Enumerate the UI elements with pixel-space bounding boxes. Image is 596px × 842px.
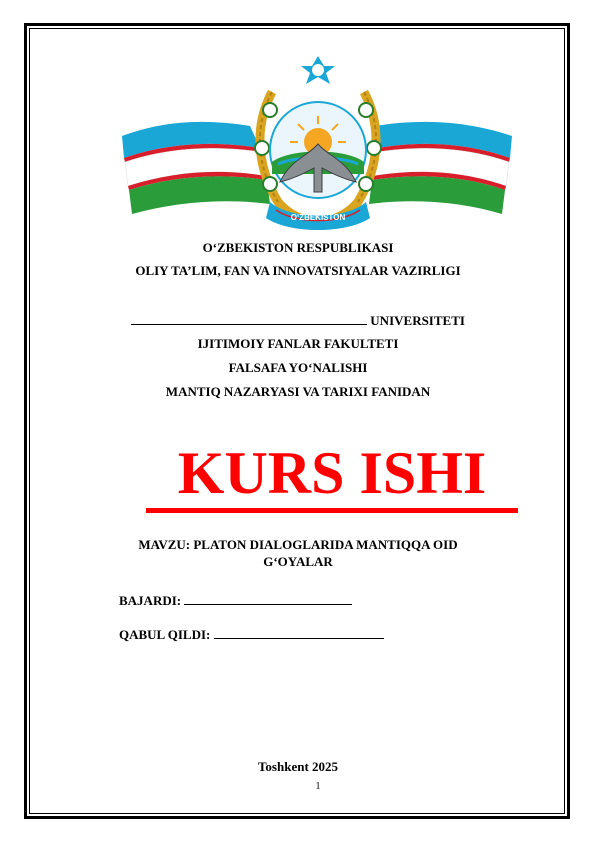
uzbekistan-coat-of-arms-icon <box>120 52 515 232</box>
ministry-heading: OLIY TA’LIM, FAN VA INNOVATSIYALAR VAZIRLIGI <box>135 263 461 278</box>
topic-line-1: MAVZU: PLATON DIALOGLARIDA MANTIQQA OID <box>138 537 458 552</box>
page-number: 1 <box>315 781 321 792</box>
faculty-heading: IJITIMOIY FANLAR FAKULTETI <box>197 336 399 351</box>
university-line <box>0 312 596 329</box>
title-underline <box>146 508 518 513</box>
accepted-by-blank[interactable] <box>214 626 384 639</box>
country-heading: O‘ZBEKISTON RESPUBLIKASI <box>202 240 394 255</box>
performed-by-label: BAJARDI: <box>119 593 182 608</box>
performed-by-field <box>119 592 352 609</box>
topic-line-2: G‘OYALAR <box>263 554 333 569</box>
university-label: UNIVERSITETI <box>370 313 465 328</box>
direction-heading: FALSAFA YO‘NALISHI <box>228 360 368 375</box>
performed-by-blank[interactable] <box>184 592 352 605</box>
university-name-blank[interactable] <box>131 312 367 325</box>
document-title: KURS ISHI <box>177 440 487 506</box>
city-year: Toshkent 2025 <box>257 759 339 774</box>
subject-heading: MANTIQ NAZARYASI VA TARIXI FANIDAN <box>165 384 431 399</box>
accepted-by-label: QABUL QILDI: <box>119 627 211 642</box>
flag-right-icon <box>369 122 512 214</box>
flag-left-icon <box>122 122 270 214</box>
emblem-ribbon-text: O‘ZBEKISTON <box>290 213 346 222</box>
accepted-by-field <box>119 626 384 643</box>
